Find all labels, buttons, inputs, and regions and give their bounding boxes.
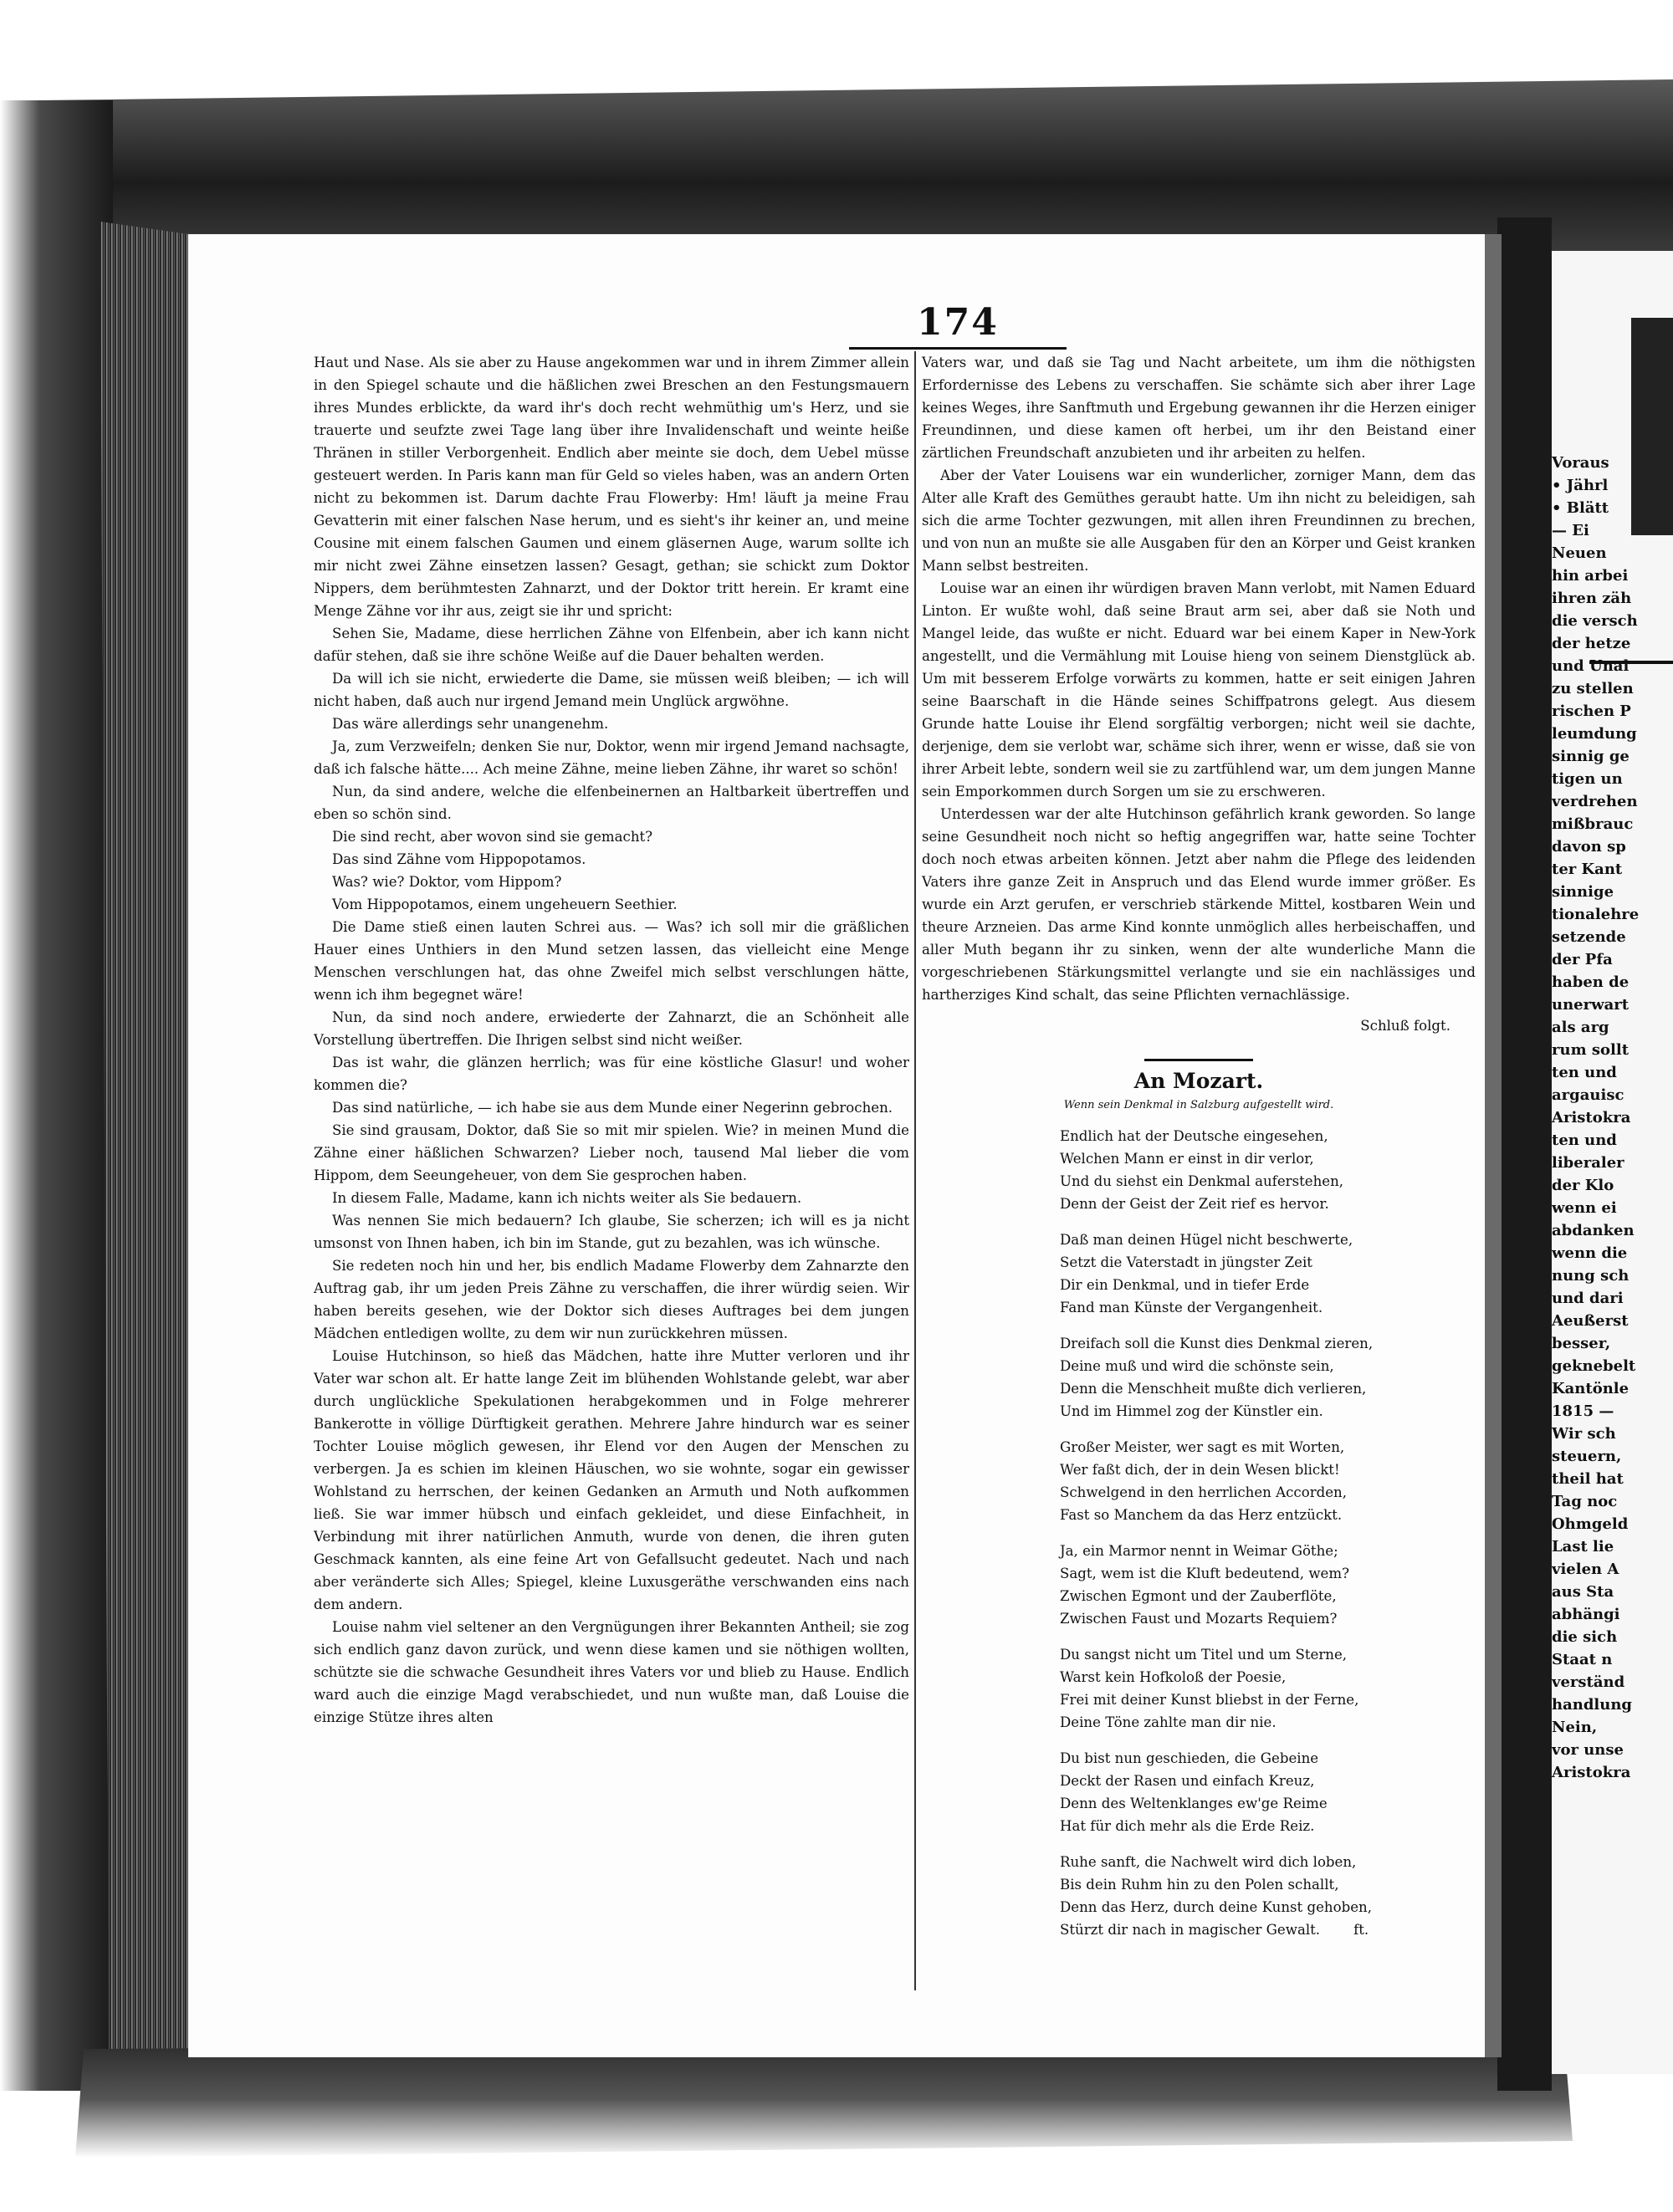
adjacent-page-line: Kantönle bbox=[1552, 1380, 1630, 1397]
column-divider bbox=[914, 351, 916, 1990]
right-paragraph: Vaters war, und daß sie Tag und Nacht arbeitete, um ihm die nöthigsten Erfordernisse des Lebens zu verschaffen. Sie schämte sich aber ihrer Lage keines Weges, ihre Sanftmuth und Ergebung gewannen ihr die Herzen einiger Freundinnen, und diese kamen oft herbei, um ihr den Beistand einer zärtlichen Freundschaft anzubieten und ihr arbeiten zu helfen. bbox=[922, 355, 1476, 461]
left-paragraph: Louise Hutchinson, so hieß das Mädchen, hatte ihre Mutter verloren und ihr Vater war schon alt. Er hatte lange Zeit im blühenden Wohlstande gelebt, war aber durch unglückliche Spekulationen herabgekommen und in Folge mehrerer Bankerotte in völlige Dürftigkeit gerathen. Mehrere Jahre hindurch war es seiner Tochter Louise möglich gewesen, ihr Elend vor den Augen der Menschen zu verbergen. Ja es schien im kleinen Häuschen, wo sie wohnte, sogar ein gewisser Wohlstand zu herrschen, der keinen Gedanken an Armuth und Noth aufkommen ließ. Sie war immer hübsch und einfach gekleidet, und diese Einfachheit, in Verbindung mit ihrer natürlichen Anmuth, wurde von denen, die ihren guten Geschmack kannten, als eine feine Art von Gefallsucht gedeutet. Nach und nach aber veränderte sich Alles; Spiegel, kleine Luxusgeräthe verschwanden eins nach dem andern. bbox=[314, 1348, 909, 1612]
poem-line: Frei mit deiner Kunst bliebst in der Ferne, bbox=[1060, 1692, 1359, 1708]
poem-stanza bbox=[1060, 1747, 1476, 1837]
adjacent-page-line: tigen un bbox=[1552, 770, 1623, 788]
poem-stanza bbox=[1060, 1436, 1476, 1526]
poem-line: Denn der Geist der Zeit rief es hervor. bbox=[1060, 1196, 1329, 1212]
adjacent-page-line: Aristokra bbox=[1552, 1764, 1631, 1781]
left-paragraph: Das sind Zähne vom Hippopotamos. bbox=[332, 851, 586, 867]
left-paragraph: Das sind natürliche, — ich habe sie aus dem Munde einer Negerinn gebrochen. bbox=[332, 1100, 893, 1116]
adjacent-page-line: Last lie bbox=[1552, 1538, 1614, 1556]
adjacent-page-line: vielen A bbox=[1552, 1561, 1619, 1578]
adjacent-page-line: Aristokra bbox=[1552, 1109, 1631, 1126]
poem-line: Denn des Weltenklanges ew'ge Reime bbox=[1060, 1796, 1328, 1811]
poem-line: Denn das Herz, durch deine Kunst gehoben, bbox=[1060, 1899, 1373, 1915]
left-paragraph: Sehen Sie, Madame, diese herrlichen Zähne von Elfenbein, aber ich kann nicht dafür stehen, daß sie ihre schöne Weiße auf die Dauer behalten werden. bbox=[314, 626, 909, 664]
poem-line: Du bist nun geschieden, die Gebeine bbox=[1060, 1750, 1319, 1766]
poem-line: Zwischen Faust und Mozarts Requiem? bbox=[1060, 1611, 1338, 1627]
adjacent-page-line: Wir sch bbox=[1552, 1425, 1616, 1443]
poem-signature: ft. bbox=[1353, 1922, 1369, 1938]
left-paragraph: In diesem Falle, Madame, kann ich nichts weiter als Sie bedauern. bbox=[332, 1190, 802, 1206]
poem-line: Deine muß und wird die schönste sein, bbox=[1060, 1358, 1334, 1374]
poem-line: Endlich hat der Deutsche eingesehen, bbox=[1060, 1128, 1328, 1144]
adjacent-page-line: der hetze bbox=[1552, 635, 1631, 652]
adjacent-page-line: leumdung bbox=[1552, 725, 1637, 743]
adjacent-page-line: die sich bbox=[1552, 1628, 1618, 1646]
adjacent-page-line: wenn ei bbox=[1552, 1199, 1617, 1217]
adjacent-page-line: als arg bbox=[1552, 1019, 1609, 1036]
adjacent-page-line: argauisc bbox=[1552, 1086, 1624, 1104]
adjacent-page-line: Tag noc bbox=[1552, 1493, 1618, 1510]
poem-stanza bbox=[1060, 1125, 1476, 1215]
right-column bbox=[922, 351, 1476, 1954]
right-paragraph: Aber der Vater Louisens war ein wunderlicher, zorniger Mann, dem das Alter alle Kraft des Gemüthes geraubt hatte. Um ihn nicht zu beleidigen, sah sich die arme Tochter gezwungen, mit allen ihren Freundinnen zu brechen, und von nun an mußte sie alle Ausgaben für den an Körper und Geist kranken Mann selbst bestreiten. bbox=[922, 467, 1476, 574]
poem-line: Zwischen Egmont und der Zauberflöte, bbox=[1060, 1588, 1337, 1604]
poem-body bbox=[922, 1125, 1476, 1941]
adjacent-page-line: rum sollt bbox=[1552, 1041, 1630, 1059]
poem-subtitle: Wenn sein Denkmal in Salzburg aufgestellt wird. bbox=[1063, 1099, 1334, 1111]
adjacent-page-line: nung sch bbox=[1552, 1267, 1630, 1285]
left-paragraph: Sie sind grausam, Doktor, daß Sie so mit mir spielen. Wie? in meinen Mund die Zähne einer häßlichen Schwarzen? Lieber noch, tausend Mal lieber die vom Hippom, dem Seeungeheuer, von dem Sie gesprochen haben. bbox=[314, 1122, 909, 1183]
poem-stanza bbox=[1060, 1851, 1476, 1941]
left-paragraph: Nun, da sind andere, welche die elfenbeinernen an Haltbarkeit übertreffen und eben so schön sind. bbox=[314, 784, 909, 822]
poem-stanza bbox=[1060, 1540, 1476, 1630]
poem-line: Wer faßt dich, der in dein Wesen blickt! bbox=[1060, 1462, 1340, 1478]
poem-line: Stürzt dir nach in magischer Gewalt. bbox=[1060, 1922, 1321, 1938]
adjacent-page-line: aus Sta bbox=[1552, 1583, 1614, 1601]
adjacent-page-line: davon sp bbox=[1552, 838, 1626, 856]
poem-stanza bbox=[1060, 1643, 1476, 1734]
adjacent-page-line: 1815 — bbox=[1552, 1402, 1614, 1420]
adjacent-page-line: mißbrauc bbox=[1552, 815, 1634, 833]
adjacent-page-line: die versch bbox=[1552, 612, 1638, 630]
left-paragraph: Vom Hippopotamos, einem ungeheuern Seethier. bbox=[332, 897, 678, 912]
adjacent-page-line: vor unse bbox=[1552, 1741, 1624, 1759]
adjacent-page-line: der Klo bbox=[1552, 1177, 1614, 1194]
adjacent-page-line: setzende bbox=[1552, 928, 1626, 946]
adjacent-page-line: Ohmgeld bbox=[1552, 1515, 1629, 1533]
poem-line: Deine Töne zahlte man dir nie. bbox=[1060, 1714, 1276, 1730]
adjacent-page-line: abdanken bbox=[1552, 1222, 1635, 1239]
left-paragraph: Haut und Nase. Als sie aber zu Hause angekommen war und in ihrem Zimmer allein in den Spiegel schaute und die häßlichen zwei Breschen an den Festungsmauern ihres Mundes erblickte, da ward ihr's doch recht wehmüthig um's Herz, und sie trauerte und seufzte zwei Tage lang über ihre Invalidenschaft und weinte heiße Thränen in stiller Verborgenheit. Endlich aber meinte sie doch, dem Uebel müsse gesteuert werden. In Paris kann man für Geld so vieles haben, was an andern Orten nicht zu bekommen ist. Darum dachte Frau Flowerby: Hm! läuft ja meine Frau Gevatterin mit einer falschen Nase herum, und es sieht's ihr keiner an, und meine Cousine mit einem falschen Gaumen und einem gläsernen Auge, warum sollte ich mir nicht zwei Zähne einsetzen lassen? Gesagt, gethan; sie schickt zum Doktor Nippers, dem berühmtesten Zahnarzt, und der Doktor tritt herein. Er kramt eine Menge Zähne vor ihr aus, zeigt sie ihr und spricht: bbox=[314, 355, 909, 619]
adjacent-page-line: besser, bbox=[1552, 1335, 1611, 1352]
adjacent-page-line: verdrehen bbox=[1552, 793, 1638, 810]
adjacent-page-line: haben de bbox=[1552, 973, 1630, 991]
poem-line: Warst kein Hofkoloß der Poesie, bbox=[1060, 1669, 1287, 1685]
adjacent-page-line: hin arbei bbox=[1552, 567, 1629, 585]
adjacent-page-fragments bbox=[1552, 452, 1669, 2007]
adjacent-page-line: handlung bbox=[1552, 1696, 1633, 1714]
right-paragraph: Louise war an einen ihr würdigen braven Mann verlobt, mit Namen Eduard Linton. Er wußte wohl, daß seine Braut arm sei, aber daß sie Noth und Mangel leide, das wußte er nicht. Eduard war bei einem Kaper in New-York angestellt, und die Vermählung mit Louise hieng von seinem Dienstglück ab. Um mit besserem Erfolge vorwärts zu kommen, hatte er seit einigen Jahren seine Baarschaft in die Hände seines Schiffpatrons gelegt. Aus diesem Grunde hatte Louise ihr Elend sorgfältig verborgen; nicht weil sie dachte, derjenige, dem sie verlobt war, schäme sich ihrer, wenn er wisse, daß sie von ihrer Arbeit lebte, sondern weil sie zu zartfühlend war, um dem jungen Manne sein Emporkommen durch Sorgen um sie zu erschweren. bbox=[922, 580, 1476, 799]
adjacent-page-line: • Jährl bbox=[1552, 477, 1609, 494]
adjacent-page-line: geknebelt bbox=[1552, 1357, 1636, 1375]
adjacent-page-line: Neuen bbox=[1552, 544, 1607, 562]
continued-note: Schluß folgt. bbox=[1360, 1018, 1450, 1034]
left-paragraph: Nun, da sind noch andere, erwiederte der Zahnarzt, die an Schönheit alle Vorstellung übertreffen. Die Ihrigen selbst sind nicht weißer. bbox=[314, 1009, 909, 1048]
right-paragraph: Unterdessen war der alte Hutchinson gefährlich krank geworden. So lange seine Gesundheit noch nicht so heftig angegriffen war, hatte seine Tochter doch noch etwas arbeiten können. Jetzt aber nahm die Pflege des leidenden Vaters ihre ganze Zeit in Anspruch und das Elend wurde immer größer. Es wurde ein Arzt gerufen, er verschrieb stärkende Mittel, kostbaren Wein und theure Arzneien. Das arme Kind konnte unmöglich alles herbeischaffen, und aller Muth begann ihr zu sinken, wenn der alte wunderliche Mann die vorgeschriebenen Stärkungsmittel verlangte und sie ein nachlässiges und hartherziges Kind schalt, das seine Pflichten vernachlässige. bbox=[922, 806, 1476, 1003]
adjacent-page-line: rischen P bbox=[1552, 702, 1631, 720]
adjacent-page-line: tionalehre bbox=[1552, 906, 1640, 923]
poem-line: Daß man deinen Hügel nicht beschwerte, bbox=[1060, 1232, 1353, 1248]
header-rule bbox=[849, 347, 1067, 350]
left-paragraph: Was nennen Sie mich bedauern? Ich glaube, Sie scherzen; ich will es ja nicht umsonst von Ihnen haben, ich bin im Stande, gut zu bezahlen, was ich wünsche. bbox=[314, 1213, 909, 1251]
adjacent-page-line: Nein, bbox=[1552, 1719, 1598, 1736]
adjacent-page-line: wenn die bbox=[1552, 1244, 1628, 1262]
adjacent-page-line: Aeußerst bbox=[1552, 1312, 1629, 1330]
adjacent-page-line: ten und bbox=[1552, 1064, 1617, 1081]
left-paragraph: Die sind recht, aber wovon sind sie gemacht? bbox=[332, 829, 653, 845]
adjacent-page-line: verständ bbox=[1552, 1673, 1625, 1691]
left-column bbox=[314, 351, 909, 1729]
left-paragraph: Ja, zum Verzweifeln; denken Sie nur, Doktor, wenn mir irgend Jemand nachsagte, daß ich falsche hätte.... Ach meine Zähne, meine lieben Zähne, ihr waret so schön! bbox=[314, 738, 909, 777]
poem-line: Dreifach soll die Kunst dies Denkmal zieren, bbox=[1060, 1336, 1374, 1351]
poem-line: Großer Meister, wer sagt es mit Worten, bbox=[1060, 1439, 1345, 1455]
adjacent-page-line: • Blätt bbox=[1552, 499, 1609, 517]
adjacent-page-line: Voraus bbox=[1552, 454, 1609, 472]
adjacent-page-line: und dari bbox=[1552, 1290, 1624, 1307]
left-paragraph: Das wäre allerdings sehr unangenehm. bbox=[332, 716, 609, 732]
adjacent-page-line: der Pfa bbox=[1552, 951, 1613, 968]
adjacent-page-line: ihren zäh bbox=[1552, 590, 1632, 607]
poem-line: Schwelgend in den herrlichen Accorden, bbox=[1060, 1484, 1348, 1500]
adjacent-page-line: unerwart bbox=[1552, 996, 1630, 1014]
poem-line: Hat für dich mehr als die Erde Reiz. bbox=[1060, 1818, 1315, 1834]
poem-line: Und im Himmel zog der Künstler ein. bbox=[1060, 1403, 1323, 1419]
poem-stanza bbox=[1060, 1332, 1476, 1423]
poem-line: Und du siehst ein Denkmal auferstehen, bbox=[1060, 1173, 1344, 1189]
adjacent-page-line: ter Kant bbox=[1552, 861, 1623, 878]
right-column-prose bbox=[922, 351, 1476, 1006]
poem-line: Fand man Künste der Vergangenheit. bbox=[1060, 1300, 1323, 1315]
adjacent-page-line: sinnige bbox=[1552, 883, 1614, 901]
page-number: 174 bbox=[917, 301, 999, 344]
left-paragraph: Was? wie? Doktor, vom Hippom? bbox=[332, 874, 562, 890]
adjacent-page-line: ten und bbox=[1552, 1132, 1617, 1149]
adjacent-page-line: Staat n bbox=[1552, 1651, 1613, 1668]
adjacent-page-line: theil hat bbox=[1552, 1470, 1624, 1488]
poem-line: Bis dein Ruhm hin zu den Polen schallt, bbox=[1060, 1877, 1339, 1893]
left-paragraph: Das ist wahr, die glänzen herrlich; was für eine köstliche Glasur! und woher kommen die? bbox=[314, 1055, 909, 1093]
adjacent-page-line: abhängi bbox=[1552, 1606, 1620, 1623]
poem-line: Denn die Menschheit mußte dich verlieren, bbox=[1060, 1381, 1367, 1397]
poem-line: Ja, ein Marmor nennt in Weimar Göthe; bbox=[1060, 1543, 1338, 1559]
poem-line: Dir ein Denkmal, und in tiefer Erde bbox=[1060, 1277, 1310, 1293]
adjacent-page-line: und Unal bbox=[1552, 657, 1630, 675]
newspaper-page bbox=[188, 234, 1476, 2057]
poem-line: Du sangst nicht um Titel und um Sterne, bbox=[1060, 1647, 1348, 1663]
poem-line: Deckt der Rasen und einfach Kreuz, bbox=[1060, 1773, 1315, 1789]
poem-line: Fast so Manchem da das Herz entzückt. bbox=[1060, 1507, 1343, 1523]
left-paragraph: Louise nahm viel seltener an den Vergnügungen ihrer Bekannten Antheil; sie zog sich endlich ganz davon zurück, und wenn diese kamen und sie nöthigen wollten, schützte sie die schwache Gesundheit ihres Vaters vor und blieb zu Hause. Endlich ward auch die einzige Magd verabschiedet, und nun wußte man, daß Louise die einzige Stütze ihres alten bbox=[314, 1619, 909, 1725]
adjacent-page-line: steuern, bbox=[1552, 1448, 1622, 1465]
left-paragraph: Die Dame stieß einen lauten Schrei aus. — Was? ich soll mir die gräßlichen Hauer eines Unthiers in den Mund setzen lassen, das vielleicht eine Menge Menschen verschlungen hat, das ohne Zweifel mich selbst verschlungen hätte, wenn ich ihm begegnet wäre! bbox=[314, 919, 909, 1003]
poem-stanza bbox=[1060, 1229, 1476, 1319]
adjacent-page-line: liberaler bbox=[1552, 1154, 1624, 1172]
poem-title: An Mozart. bbox=[1133, 1069, 1264, 1093]
adjacent-page-line: zu stellen bbox=[1552, 680, 1634, 697]
adjacent-page-line: sinnig ge bbox=[1552, 748, 1630, 765]
poem-line: Welchen Mann er einst in dir verlor, bbox=[1060, 1151, 1314, 1167]
poem-rule bbox=[1144, 1059, 1253, 1061]
adjacent-page-line: — Ei bbox=[1552, 522, 1589, 539]
poem-line: Ruhe sanft, die Nachwelt wird dich loben, bbox=[1060, 1854, 1357, 1870]
poem-line: Setzt die Vaterstadt in jüngster Zeit bbox=[1060, 1254, 1312, 1270]
left-paragraph: Sie redeten noch hin und her, bis endlich Madame Flowerby dem Zahnarzte den Auftrag gab, ihr um jeden Preis Zähne zu verschaffen, die ihrer würdig seien. Wir haben bereits gesehen, wie der Doktor sich dieses Auftrages bei dem jungen Mädchen entledigen wollte, zu dem wir nun zurückkehren müssen. bbox=[314, 1258, 909, 1341]
poem-line: Sagt, wem ist die Kluft bedeutend, wem? bbox=[1060, 1566, 1349, 1581]
left-paragraph: Da will ich sie nicht, erwiederte die Dame, sie müssen weiß bleiben; — ich will nicht haben, daß auch nur irgend Jemand mein Unglück argwöhne. bbox=[314, 671, 909, 709]
